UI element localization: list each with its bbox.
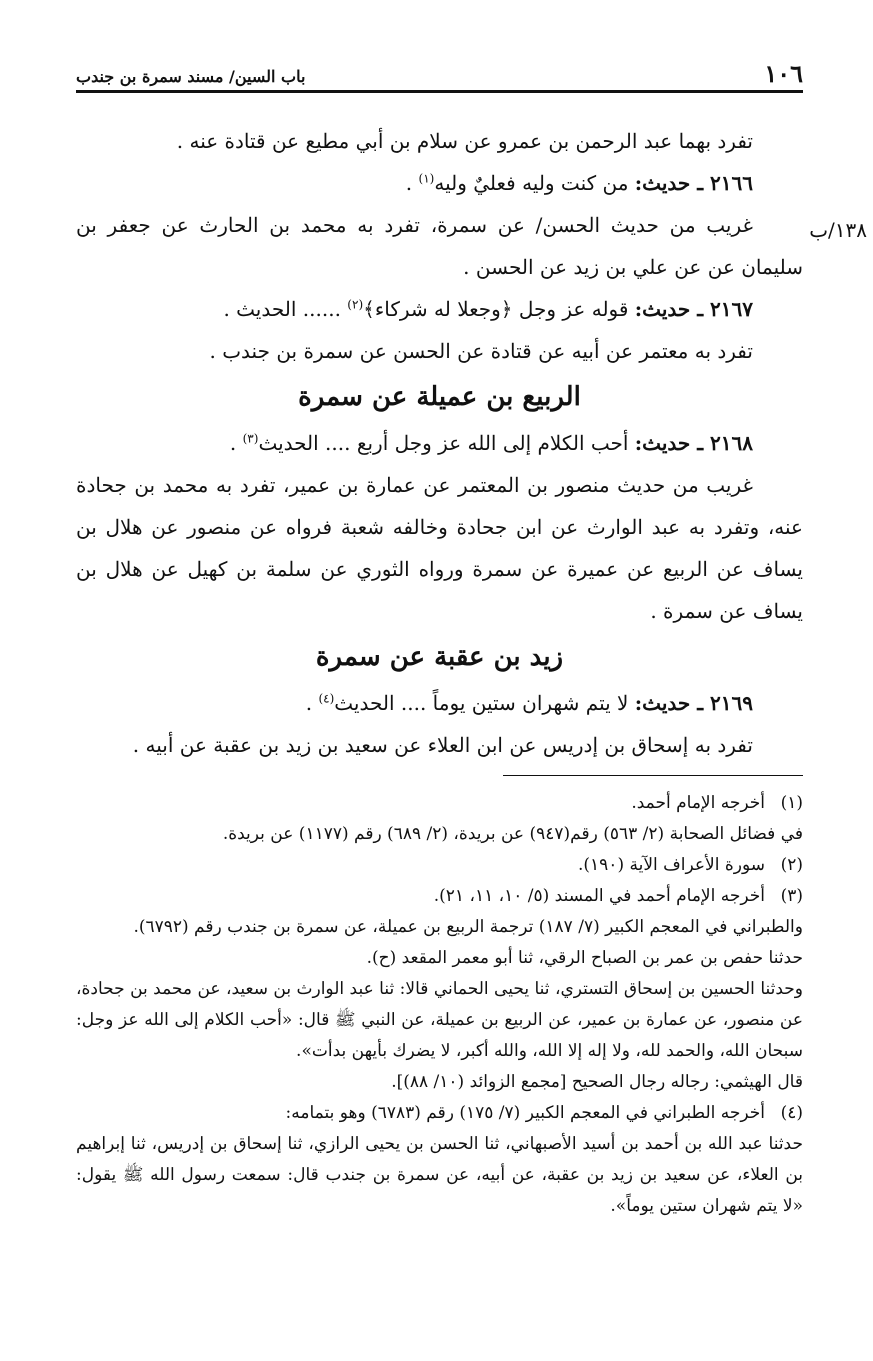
hadith-2168: ٢١٦٨ ـ حديث: أحب الكلام إلى الله عز وجل أربع .... الحديث$^{(٣)}$ . xyxy=(229,431,753,455)
footnote-3-d: وحدثنا الحسين بن إسحاق التستري، ثنا يحيى الحماني قالا: ثنا عبد الوارث بن سعيد، عن محمد بن جحادة، عن منصور، عن عمارة بن عمير، عن الربيع بن عميلة، عن النبي ﷺ قال: «أحب الكلام إلى الله عز وجل: سبحان الله، والحمد لله، ولا إله إلا الله، والله أكبر، لا يضرك بأيهن بدأت». xyxy=(76,979,803,1061)
paragraph-4: غريب من حديث منصور بن المعتمر عن عمارة بن عمير، تفرد به محمد بن جحادة عنه، وتفرد به عبد الوارث عن ابن جحادة وخالفه شعبة فرواه عن منصور عن هلال بن يساف عن الربيع عن عميرة عن سمرة ورواه الثوري عن سلمة بن كهيل عن هلال بن يساف عن سمرة . xyxy=(76,473,803,623)
page-number: ١٠٦ xyxy=(764,59,803,88)
margin-folio-note: ١٣٨/ب xyxy=(809,218,867,242)
footnote-ref: (٤) xyxy=(318,691,335,706)
paragraph-2: غريب من حديث الحسن/ عن سمرة، تفرد به محمد بن الحارث عن جعفر بن سليمان عن عن علي بن زيد عن الحسن . xyxy=(76,213,803,279)
section-title-zayd: زيد بن عقبة عن سمرة xyxy=(315,642,564,672)
hadith-number: ٢١٦٨ ـ حديث: xyxy=(634,431,753,455)
hadith-number: ٢١٦٩ ـ حديث: xyxy=(634,691,753,715)
page-header xyxy=(76,56,803,93)
hadith-text: أحب الكلام إلى الله عز وجل أربع .... الحديث xyxy=(258,431,629,455)
footnote-1 xyxy=(76,788,803,819)
footnote-ref: (١) xyxy=(418,171,435,186)
hadith-tail: ...... الحديث . xyxy=(223,297,341,321)
footnote-number: (١) xyxy=(780,793,803,813)
section-title-rabi: الربيع بن عميلة عن سمرة xyxy=(298,382,581,412)
running-title: باب السين/ مسند سمرة بن جندب xyxy=(76,67,306,86)
footnote-text: سورة الأعراف الآية (١٩٠). xyxy=(578,855,765,875)
hadith-2169: ٢١٦٩ ـ حديث: لا يتم شهران ستين يوماً .... الحديث$^{(٤)}$ . xyxy=(305,691,753,715)
footnote-text: أخرجه الطبراني في المعجم الكبير (٧/ ١٧٥) رقم (٦٧٨٣) وهو بتمامه: xyxy=(285,1103,765,1123)
footnote-ref: (٣) xyxy=(242,431,259,446)
hadith-text: من كنت وليه فعليٌ وليه xyxy=(434,171,629,195)
footnote-4 xyxy=(76,1098,803,1129)
hadith-2167 xyxy=(76,288,803,330)
hadith-text: قوله عز وجل ﴿وجعلا له شركاء﴾ xyxy=(363,297,629,321)
footnote-3-b: والطبراني في المعجم الكبير (٧/ ١٨٧) ترجمة الربيع بن عميلة، عن سمرة بن جندب رقم (٦٧٩٢). xyxy=(133,917,803,937)
footnote-3-e: قال الهيثمي: رجاله رجال الصحيح [مجمع الزوائد (١٠/ ٨٨)]. xyxy=(391,1072,803,1092)
footnotes xyxy=(76,788,803,1222)
main-text xyxy=(76,120,803,766)
hadith-text: لا يتم شهران ستين يوماً .... الحديث xyxy=(334,691,629,715)
footnote-3 xyxy=(76,881,803,912)
footnote-3-c: حدثنا حفص بن عمر بن الصباح الرقي، ثنا أبو معمر المقعد (ح). xyxy=(366,948,803,968)
footnote-text: أخرجه الإمام أحمد. xyxy=(631,793,765,813)
paragraph-3: تفرد به معتمر عن أبيه عن قتادة عن الحسن عن سمرة بن جندب . xyxy=(209,339,753,363)
footnote-text: أخرجه الإمام أحمد في المسند (٥/ ١٠، ١١، ٢١). xyxy=(433,886,765,906)
footnote-2 xyxy=(76,850,803,881)
hadith-number: ٢١٦٧ ـ حديث: xyxy=(634,297,753,321)
hadith-number: ٢١٦٦ ـ حديث: xyxy=(634,171,753,195)
paragraph-5: تفرد به إسحاق بن إدريس عن ابن العلاء عن سعيد بن زيد بن عقبة عن أبيه . xyxy=(132,733,753,757)
footnote-divider xyxy=(503,775,803,776)
footnote-1-cont: في فضائل الصحابة (٢/ ٥٦٣) رقم(٩٤٧) عن بريدة، (٢/ ٦٨٩) رقم (١١٧٧) عن بريدة. xyxy=(222,824,803,844)
paragraph-1: تفرد بهما عبد الرحمن بن عمرو عن سلام بن أبي مطيع عن قتادة عنه . xyxy=(176,129,753,153)
footnote-number: (٤) xyxy=(780,1103,803,1123)
footnote-ref: (٢) xyxy=(347,297,364,312)
footnote-number: (٢) xyxy=(780,855,803,875)
footnote-number: (٣) xyxy=(780,886,803,906)
footnote-4-b: حدثنا عبد الله بن أحمد بن أسيد الأصبهاني، ثنا الحسن بن يحيى الرازي، ثنا إسحاق بن إدريس، ثنا إبراهيم بن العلاء، عن سعيد بن زيد بن عقبة، عن أبيه، عن سمرة بن جندب قال: سمعت رسول الله ﷺ يقول: «لا يتم شهران ستين يوماً». xyxy=(76,1134,803,1216)
hadith-2166: ٢١٦٦ ـ حديث: من كنت وليه فعليٌ وليه$^{(١)}$ . xyxy=(405,171,753,195)
